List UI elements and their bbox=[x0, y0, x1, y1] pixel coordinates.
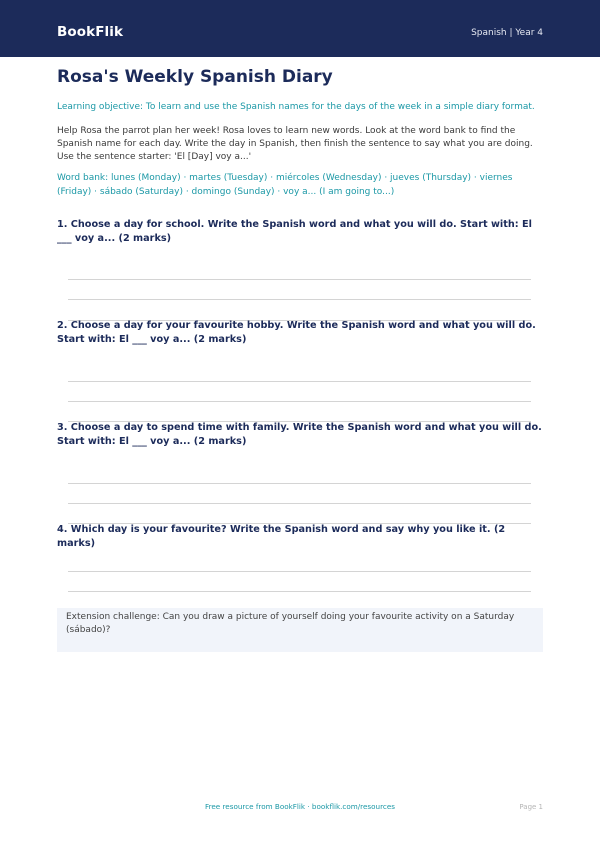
answer-line-3a[interactable] bbox=[68, 483, 531, 484]
header-bar bbox=[0, 0, 600, 57]
subject-year-label: Spanish | Year 4 bbox=[471, 28, 543, 38]
answer-line-4a[interactable] bbox=[68, 571, 531, 572]
page-title: Rosa's Weekly Spanish Diary bbox=[57, 67, 333, 87]
extension-challenge-box bbox=[57, 608, 543, 652]
question-2: 2. Choose a day for your favourite hobby. Write the Spanish word and what you will do. Start with: El ___ voy a... (2 marks) bbox=[57, 320, 536, 345]
answer-line-3b[interactable] bbox=[68, 503, 531, 504]
question-4: 4. Which day is your favourite? Write the Spanish word and say why you like it. (2 marks) bbox=[57, 524, 506, 549]
extension-challenge-text: Extension challenge: Can you draw a picture of yourself doing your favourite activity on a Saturday (sábado)? bbox=[66, 612, 515, 635]
answer-line-1a[interactable] bbox=[68, 279, 531, 280]
answer-line-2a[interactable] bbox=[68, 381, 531, 382]
answer-line-1b[interactable] bbox=[68, 299, 531, 300]
question-1: 1. Choose a day for school. Write the Spanish word and what you will do. Start with: El ___ voy a... (2 marks) bbox=[57, 219, 532, 244]
question-3: 3. Choose a day to spend time with family. Write the Spanish word and what you will do. Start with: El ___ voy a... (2 marks) bbox=[57, 422, 542, 447]
word-bank: Word bank: lunes (Monday) · martes (Tuesday) · miércoles (Wednesday) · jueves (Thursday) · viernes (Friday) · sábado (Saturday) · domingo (Sunday) · voy a... (I am going to...) bbox=[57, 173, 513, 197]
answer-line-4b[interactable] bbox=[68, 591, 531, 592]
intro-text: Help Rosa the parrot plan her week! Rosa loves to learn new words. Look at the word bank to find the Spanish name for each day. Write the day in Spanish, then finish the sentence to say what you are doing. Use the sentence starter: 'El [Day] voy a...' bbox=[57, 126, 533, 162]
answer-line-2b[interactable] bbox=[68, 401, 531, 402]
page-number: Page 1 bbox=[519, 803, 543, 811]
learning-objective: Learning objective: To learn and use the Spanish names for the days of the week in a simple diary format. bbox=[57, 102, 535, 112]
footer-link[interactable]: Free resource from BookFlik · bookflik.com/resources bbox=[204, 802, 396, 811]
brand-logo[interactable]: BookFlik bbox=[57, 24, 124, 40]
